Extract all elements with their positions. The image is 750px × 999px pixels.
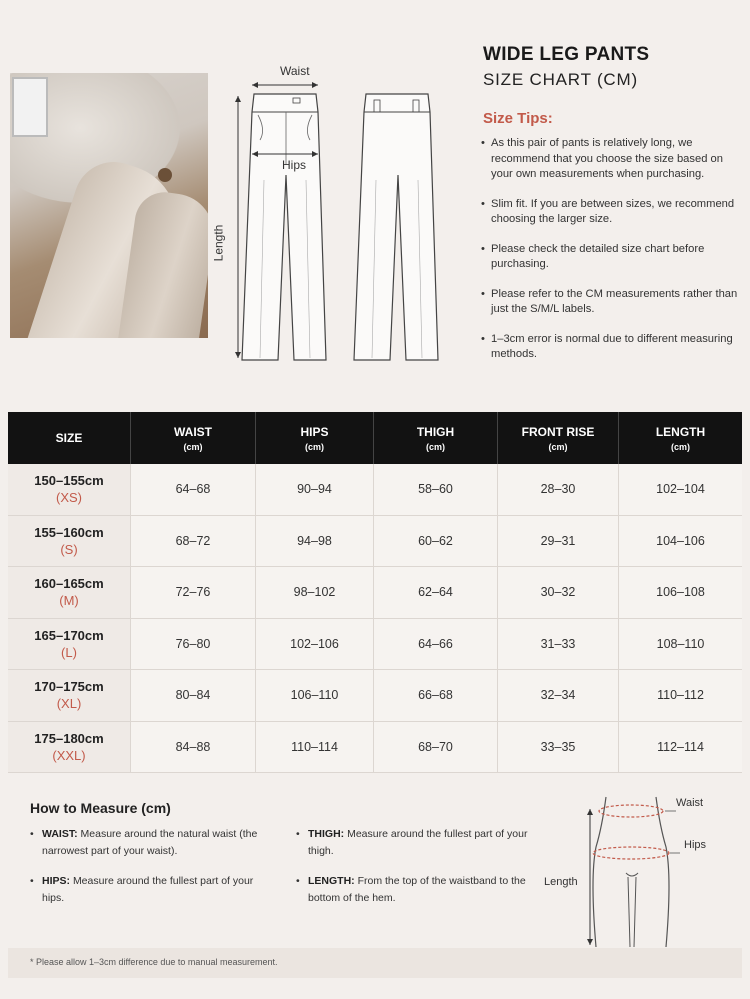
table-header-row (8, 412, 742, 464)
length-cell: 104–106 (619, 516, 742, 567)
front-rise-cell: 33–35 (498, 722, 619, 773)
front-rise-cell: 32–34 (498, 670, 619, 721)
measure-item-waist: • WAIST: Measure around the natural waist (the narrowest part of your waist). (30, 826, 275, 860)
table-row (8, 464, 742, 516)
size-cell: 165–170cm (L) (8, 619, 131, 670)
size-cell: 155–160cm (S) (8, 516, 131, 567)
waistband-button-detail (158, 168, 172, 182)
size-cell: 170–175cm (XL) (8, 670, 131, 721)
measure-item-length: • LENGTH: From the top of the waistband to the bottom of the hem. (296, 873, 541, 907)
header-length: LENGTH (cm) (655, 424, 706, 452)
thigh-cell: 62–64 (374, 567, 498, 618)
size-tip-item: • Slim fit. If you are between sizes, we recommend choosing the larger size. (479, 197, 744, 228)
length-cell: 102–104 (619, 464, 742, 515)
hips-cell: 110–114 (256, 722, 374, 773)
length-cell: 112–114 (619, 722, 742, 773)
front-rise-cell: 29–31 (498, 516, 619, 567)
size-tip-item: • Please check the detailed size chart before purchasing. (479, 242, 744, 273)
diagram-hips-label: Hips (282, 158, 307, 172)
size-table (8, 412, 742, 773)
hips-cell: 102–106 (256, 619, 374, 670)
length-cell: 106–108 (619, 567, 742, 618)
thigh-cell: 64–66 (374, 619, 498, 670)
pants-diagram (210, 60, 460, 380)
figure-length-label: Length (544, 876, 578, 888)
thigh-cell: 68–70 (374, 722, 498, 773)
table-row (8, 567, 742, 619)
figure-hips-label: Hips (684, 839, 707, 851)
footnote-bar (8, 948, 742, 978)
body-outline-illustration (538, 787, 738, 947)
size-tips-title: Size Tips: (483, 110, 553, 127)
length-cell: 110–112 (619, 670, 742, 721)
waist-cell: 80–84 (131, 670, 256, 721)
waist-cell: 64–68 (131, 464, 256, 515)
wall-frame-decoration (12, 77, 48, 137)
table-row (8, 722, 742, 774)
size-cell: 160–165cm (M) (8, 567, 131, 618)
body-measure-figure (538, 787, 738, 947)
header-front-rise: FRONT RISE (cm) (498, 412, 619, 464)
size-cell: 150–155cm (XS) (8, 464, 131, 515)
hips-cell: 94–98 (256, 516, 374, 567)
size-tips-list (479, 136, 744, 377)
table-row (8, 619, 742, 671)
hips-cell: 106–110 (256, 670, 374, 721)
thigh-cell: 58–60 (374, 464, 498, 515)
page-title: WIDE LEG PANTS (483, 44, 650, 65)
header-size: SIZE (8, 412, 131, 464)
thigh-cell: 66–68 (374, 670, 498, 721)
table-row (8, 516, 742, 568)
length-cell: 108–110 (619, 619, 742, 670)
front-rise-cell: 28–30 (498, 464, 619, 515)
hips-cell: 90–94 (256, 464, 374, 515)
diagram-length-label: Length (211, 224, 226, 262)
front-rise-cell: 30–32 (498, 567, 619, 618)
size-cell: 175–180cm (XXL) (8, 722, 131, 773)
size-tip-item: • As this pair of pants is relatively long, we recommend that you choose the size based on your own measurements when purchasing. (479, 136, 744, 183)
header-waist: WAIST (cm) (131, 412, 256, 464)
header-thigh: THIGH (cm) (374, 412, 498, 464)
diagram-waist-label: Waist (280, 64, 310, 78)
pants-outline-illustration (210, 60, 460, 380)
waist-cell: 84–88 (131, 722, 256, 773)
table-row (8, 670, 742, 722)
hips-cell: 98–102 (256, 567, 374, 618)
header-hips: HIPS (cm) (256, 412, 374, 464)
page-subtitle: SIZE CHART (CM) (483, 70, 638, 89)
waist-cell: 72–76 (131, 567, 256, 618)
figure-waist-label: Waist (676, 797, 704, 809)
measure-item-hips: • HIPS: Measure around the fullest part of your hips. (30, 873, 275, 907)
how-to-measure-section (8, 777, 742, 947)
product-photo (10, 73, 208, 338)
measure-item-thigh: • THIGH: Measure around the fullest part of your thigh. (296, 826, 541, 860)
how-to-measure-title: How to Measure (cm) (30, 800, 171, 816)
waist-cell: 68–72 (131, 516, 256, 567)
thigh-cell: 60–62 (374, 516, 498, 567)
waist-cell: 76–80 (131, 619, 256, 670)
front-rise-cell: 31–33 (498, 619, 619, 670)
size-tip-item: • Please refer to the CM measurements rather than just the S/M/L labels. (479, 287, 744, 318)
size-tip-item: • 1–3cm error is normal due to different measuring methods. (479, 332, 744, 363)
footnote-text: * Please allow 1–3cm difference due to manual measurement. (30, 957, 278, 967)
